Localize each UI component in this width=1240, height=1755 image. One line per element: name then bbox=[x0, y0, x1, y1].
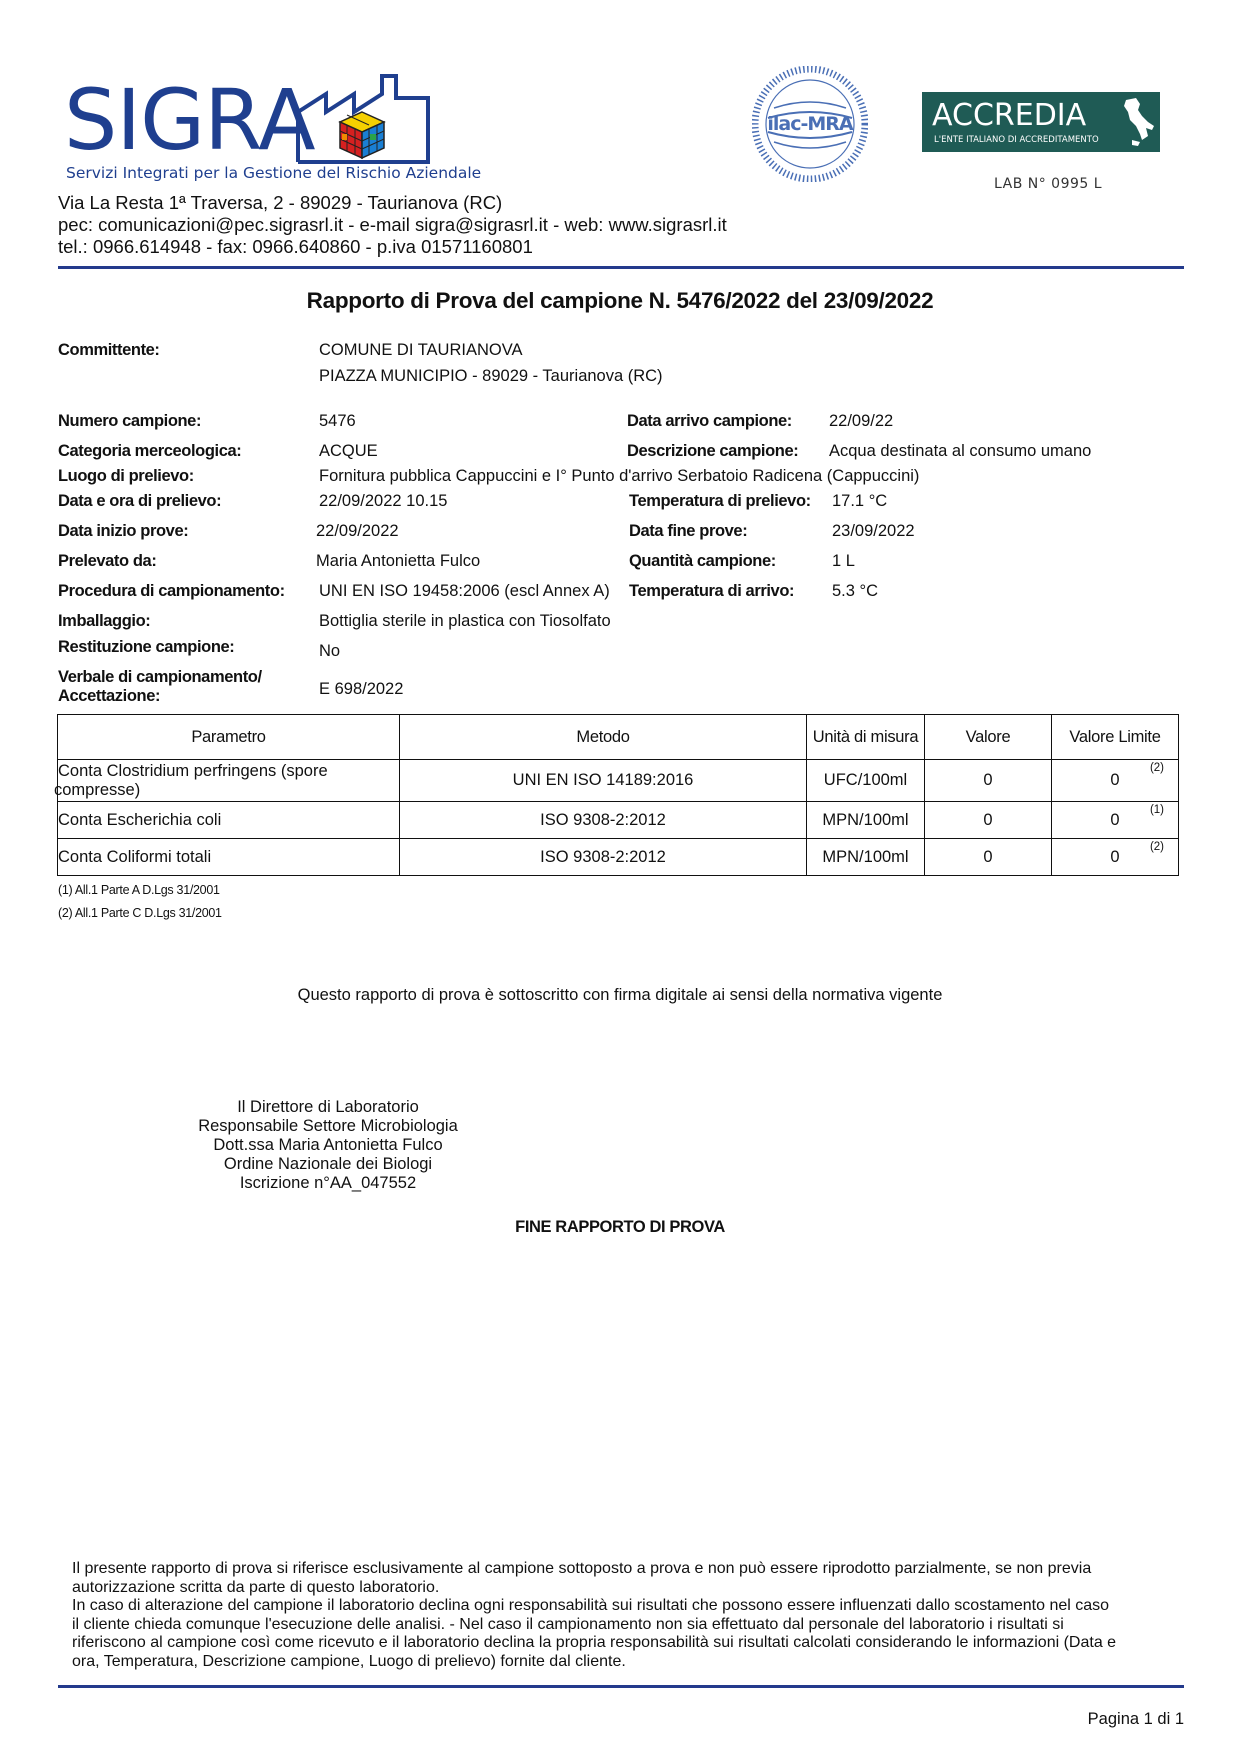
row-metodo: UNI EN ISO 14189:2016 bbox=[400, 760, 807, 802]
address-line-2: pec: comunicazioni@pec.sigrasrl.it - e-mail sigra@sigrasrl.it - web: www.sigrasrl.it bbox=[58, 214, 727, 235]
temp-prelievo-value: 17.1 °C bbox=[832, 492, 888, 510]
temp-arrivo-label: Temperatura di arrivo: bbox=[629, 582, 795, 600]
header-valore: Valore bbox=[925, 715, 1052, 760]
sigra-tagline: Servizi Integrati per la Gestione del Rischio Aziendale bbox=[66, 164, 482, 182]
signatory-block bbox=[128, 1098, 528, 1193]
page-number: Pagina 1 di 1 bbox=[1087, 1710, 1184, 1728]
row-limite-note: (1) bbox=[1149, 804, 1164, 816]
restituzione-label: Restituzione campione: bbox=[58, 638, 235, 656]
quantita-label: Quantità campione: bbox=[629, 552, 776, 570]
imballaggio-value: Bottiglia sterile in plastica con Tiosolfato bbox=[319, 612, 611, 630]
row-unita: MPN/100ml bbox=[807, 839, 925, 876]
row-limite-value: 0 bbox=[1110, 771, 1120, 789]
disclaimer bbox=[72, 1560, 1172, 1672]
header-parametro: Parametro bbox=[58, 715, 400, 760]
table-header-row bbox=[58, 715, 1179, 760]
disclaimer-line-3: In caso di alterazione del campione il laboratorio declina ogni responsabilità sui risultati che possono essere influenzati dallo scostamento nel caso bbox=[72, 1597, 1110, 1615]
procedura-value: UNI EN ISO 19458:2006 (escl Annex A) bbox=[319, 582, 610, 600]
row-valore: 0 bbox=[925, 760, 1052, 802]
address-line-3: tel.: 0966.614948 - fax: 0966.640860 - p.iva 01571160801 bbox=[58, 236, 533, 257]
data-fine-value: 23/09/2022 bbox=[832, 522, 915, 540]
table-row bbox=[58, 760, 1179, 802]
report-title: Rapporto di Prova del campione N. 5476/2022 del 23/09/2022 bbox=[306, 288, 934, 313]
header-unita: Unità di misura bbox=[807, 715, 925, 760]
row-metodo: ISO 9308-2:2012 bbox=[400, 839, 807, 876]
luogo-value: Fornitura pubblica Cappuccini e I° Punto d'arrivo Serbatoio Radicena (Cappuccini) bbox=[319, 467, 920, 485]
end-label: FINE RAPPORTO DI PROVA bbox=[515, 1218, 725, 1236]
row-limite-value: 0 bbox=[1110, 847, 1120, 866]
row-parametro-line2: compresse) bbox=[54, 780, 141, 799]
row-parametro bbox=[54, 760, 400, 802]
disclaimer-line-4: il cliente chieda comunque l'esecuzione delle analisi. - Nel caso il campionamento non sia effettuato dal personale del laboratorio i risultati si bbox=[72, 1615, 1064, 1633]
quantita-value: 1 L bbox=[832, 552, 855, 570]
row-valore: 0 bbox=[925, 839, 1052, 876]
footer-divider bbox=[58, 1685, 1184, 1688]
data-ora-prelievo-value: 22/09/2022 10.15 bbox=[319, 492, 448, 510]
footnote-1: (1) All.1 Parte A D.Lgs 31/2001 bbox=[58, 883, 220, 897]
row-metodo: ISO 9308-2:2012 bbox=[400, 802, 807, 839]
committente-address: PIAZZA MUNICIPIO - 89029 - Taurianova (RC) bbox=[319, 367, 663, 385]
data-inizio-label: Data inizio prove: bbox=[58, 522, 189, 540]
row-limite bbox=[1052, 760, 1179, 802]
row-limite-note: (2) bbox=[1149, 762, 1164, 774]
factory-cube-logo-icon bbox=[296, 72, 432, 168]
committente-name: COMUNE DI TAURIANOVA bbox=[319, 341, 523, 359]
data-inizio-value: 22/09/2022 bbox=[316, 522, 399, 540]
temp-prelievo-label: Temperatura di prelievo: bbox=[629, 492, 811, 510]
descrizione-label: Descrizione campione: bbox=[627, 442, 799, 460]
data-fine-label: Data fine prove: bbox=[629, 522, 748, 540]
luogo-label: Luogo di prelievo: bbox=[58, 467, 194, 485]
prelevato-da-value: Maria Antonietta Fulco bbox=[316, 552, 481, 570]
row-limite-value: 0 bbox=[1110, 810, 1120, 829]
data-ora-prelievo-label: Data e ora di prelievo: bbox=[58, 492, 222, 510]
procedura-label: Procedura di campionamento: bbox=[58, 582, 285, 600]
ilac-mra-logo bbox=[752, 66, 868, 182]
disclaimer-line-1: Il presente rapporto di prova si riferisce esclusivamente al campione sottoposto a prova e non può essere riprodotto parzialmente, se non previa bbox=[72, 1560, 1092, 1577]
committente-label: Committente: bbox=[58, 341, 160, 359]
row-limite bbox=[1052, 802, 1179, 839]
row-valore: 0 bbox=[925, 802, 1052, 839]
ilac-mra-text: ilac-MRA bbox=[767, 113, 853, 135]
numero-campione-value: 5476 bbox=[319, 412, 356, 430]
row-unita: UFC/100ml bbox=[807, 760, 925, 802]
prelevato-da-label: Prelevato da: bbox=[58, 552, 157, 570]
verbale-label-line2: Accettazione: bbox=[58, 687, 161, 705]
signatory-line-5: Iscrizione n°AA_047552 bbox=[239, 1174, 417, 1192]
sigra-logo-text: SIGRA bbox=[64, 71, 315, 169]
signatory-line-3: Dott.ssa Maria Antonietta Fulco bbox=[213, 1136, 443, 1154]
row-parametro: Conta Escherichia coli bbox=[58, 802, 400, 839]
row-parametro-line1: Conta Clostridium perfringens (spore bbox=[58, 761, 328, 780]
restituzione-value: No bbox=[319, 642, 341, 660]
categoria-label: Categoria merceologica: bbox=[58, 442, 242, 460]
verbale-value: E 698/2022 bbox=[319, 680, 404, 698]
lab-number: LAB N° 0995 L bbox=[994, 176, 1103, 192]
header-metodo: Metodo bbox=[400, 715, 807, 760]
data-arrivo-label: Data arrivo campione: bbox=[627, 412, 792, 430]
imballaggio-label: Imballaggio: bbox=[58, 612, 151, 630]
header-valore-limite: Valore Limite bbox=[1052, 715, 1179, 760]
table-row bbox=[58, 802, 1179, 839]
table-row bbox=[58, 839, 1179, 876]
footnote-2: (2) All.1 Parte C D.Lgs 31/2001 bbox=[58, 906, 222, 920]
row-limite-note: (2) bbox=[1149, 841, 1164, 853]
categoria-value: ACQUE bbox=[319, 442, 378, 460]
row-parametro: Conta Coliformi totali bbox=[58, 839, 400, 876]
italy-map-icon bbox=[1120, 96, 1158, 148]
numero-campione-label: Numero campione: bbox=[58, 412, 202, 430]
results-table bbox=[54, 714, 1179, 876]
descrizione-value: Acqua destinata al consumo umano bbox=[829, 442, 1092, 460]
disclaimer-line-6: ora, Temperatura, Descrizione campione, Luogo di prelievo) fornite dal cliente. bbox=[72, 1652, 626, 1670]
signatory-line-1: Il Direttore di Laboratorio bbox=[237, 1098, 419, 1116]
signatory-line-4: Ordine Nazionale dei Biologi bbox=[223, 1155, 433, 1173]
signature-note: Questo rapporto di prova è sottoscritto con firma digitale ai sensi della normativa vigente bbox=[297, 986, 943, 1004]
disclaimer-line-2: autorizzazione scritta da parte di questo laboratorio. bbox=[72, 1578, 440, 1596]
temp-arrivo-value: 5.3 °C bbox=[832, 582, 879, 600]
signatory-line-2: Responsabile Settore Microbiologia bbox=[198, 1117, 458, 1135]
address-line-1: Via La Resta 1ª Traversa, 2 - 89029 - Taurianova (RC) bbox=[58, 192, 503, 213]
verbale-label-line1: Verbale di campionamento/ bbox=[58, 668, 262, 686]
header-divider bbox=[58, 266, 1184, 269]
row-unita: MPN/100ml bbox=[807, 802, 925, 839]
accredia-text: ACCREDIA bbox=[932, 98, 1087, 133]
data-arrivo-value: 22/09/22 bbox=[829, 412, 894, 430]
accredia-tagline: L'ENTE ITALIANO DI ACCREDITAMENTO bbox=[934, 135, 1099, 145]
row-limite bbox=[1052, 839, 1179, 876]
disclaimer-line-5: riferiscono al campione così come ricevuto e il laboratorio declina la propria responsabilità sui risultati calcolati considerando le informazioni (Data e bbox=[72, 1634, 1117, 1652]
accredia-logo bbox=[922, 92, 1160, 152]
